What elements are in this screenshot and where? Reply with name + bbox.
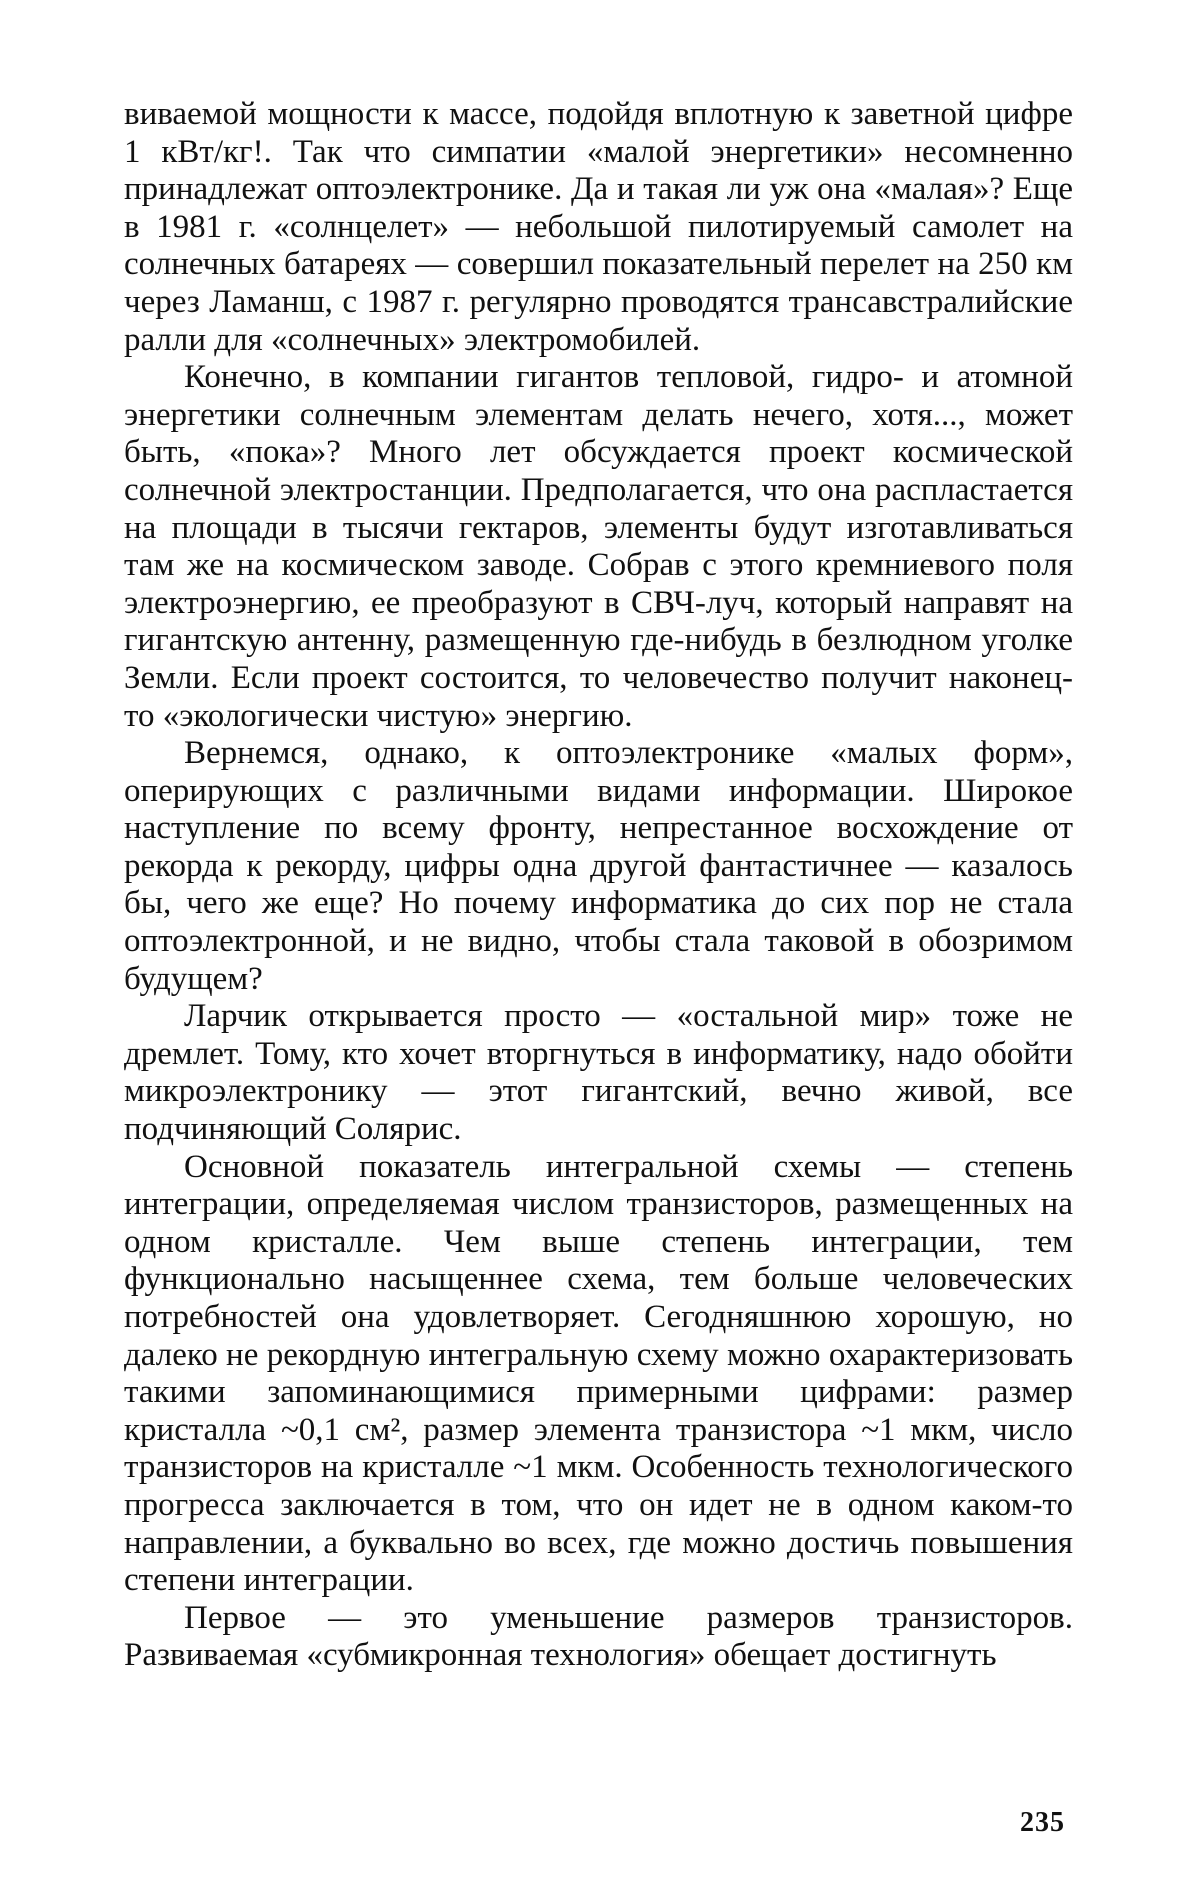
paragraph-2: Конечно, в компании гигантов тепловой, гидро- и атомной энергетики солнечным элементам делать нечего, хотя..., может быть, «пока»? Много лет обсуждается проект космической солнечной электростанции. Предполагается, что она распластается на площади в тысячи гектаров, элементы будут изготавливаться там же на космическом заводе. Собрав с этого кремниевого поля электроэнергию, ее преобразуют в СВЧ-луч, который направят на гигантскую антенну, размещенную где-нибудь в безлюдном уголке Земли. Если проект состоится, то человечество получит наконец-то «экологически чистую» энергию. bbox=[124, 359, 1073, 735]
paragraph-3: Вернемся, однако, к оптоэлектронике «малых форм», оперирующих с различными видами информации. Широкое наступление по всему фронту, непрестанное восхождение от рекорда к рекорду, цифры одна другой фантастичнее — казалось бы, чего же еще? Но почему информатика до сих пор не стала оптоэлектронной, и не видно, чтобы стала таковой в обозримом будущем? bbox=[124, 735, 1073, 998]
paragraph-5: Основной показатель интегральной схемы — степень интеграции, определяемая числом транзисторов, размещенных на одном кристалле. Чем выше степень интеграции, тем функционально насыщеннее схема, тем больше человеческих потребностей она удовлетворяет. Сегодняшнюю хорошую, но далеко не рекордную интегральную схему можно охарактеризовать такими запоминающимися примерными цифрами: размер кристалла ~0,1 см², размер элемента транзистора ~1 мкм, число транзисторов на кристалле ~1 мкм. Особенность технологического прогресса заключается в том, что он идет не в одном каком-то направлении, а буквально во всех, где можно достичь повышения степени интеграции. bbox=[124, 1149, 1073, 1600]
paragraph-1: виваемой мощности к массе, подойдя вплотную к заветной цифре 1 кВт/кг!. Так что симпатии «малой энергетики» несомненно принадлежат оптоэлектронике. Да и такая ли уж она «малая»? Еще в 1981 г. «солнцелет» — небольшой пилотируемый самолет на солнечных батареях — совершил показательный перелет на 250 км через Ламанш, с 1987 г. регулярно проводятся трансавстралийские ралли для «солнечных» электромобилей. bbox=[124, 96, 1073, 359]
paragraph-6: Первое — это уменьшение размеров транзисторов. Развиваемая «субмикронная технология» обещает достигнуть bbox=[124, 1600, 1073, 1675]
page-number: 235 bbox=[1020, 1807, 1065, 1839]
page-body bbox=[124, 96, 1073, 1675]
paragraph-4: Ларчик открывается просто — «остальной мир» тоже не дремлет. Тому, кто хочет вторгнуться в информатику, надо обойти микроэлектронику — этот гигантский, вечно живой, все подчиняющий Солярис. bbox=[124, 998, 1073, 1148]
